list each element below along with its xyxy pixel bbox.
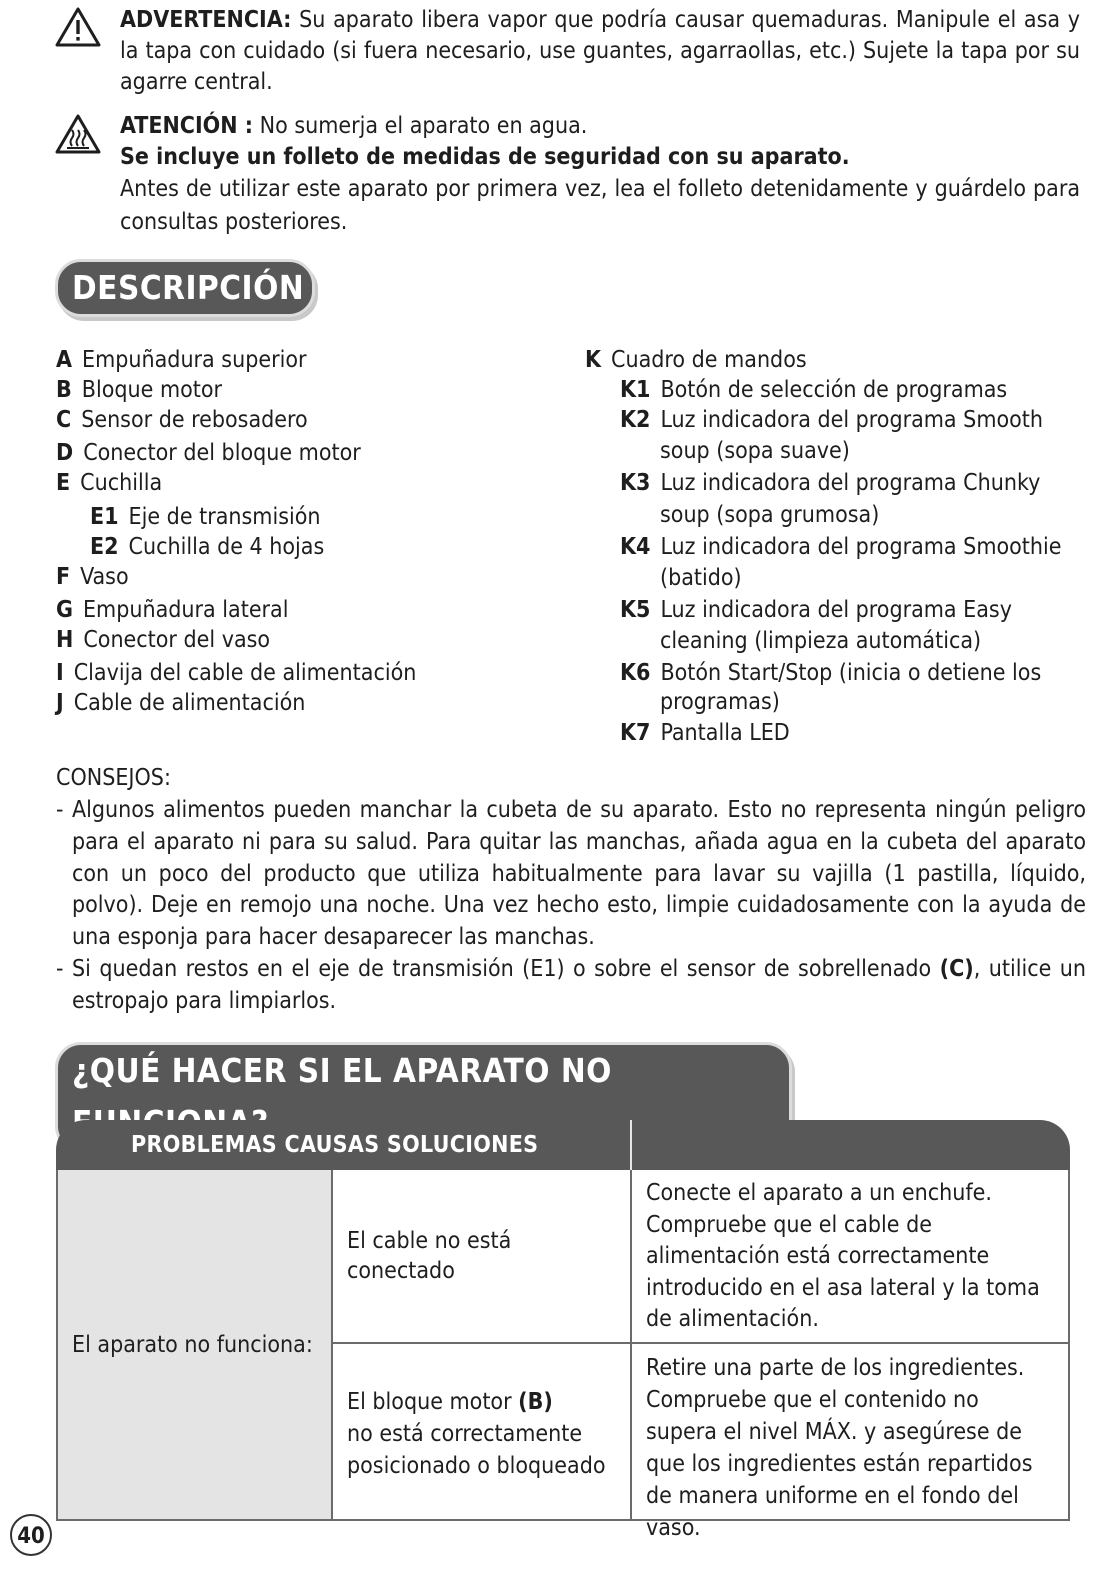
- list-item: K Cuadro de mandos: [585, 347, 807, 373]
- section-title-troubleshooting: ¿QUÉ HACER SI EL APARATO NO: [55, 1042, 792, 1152]
- solution-text: Retire una parte de los ingredientes. Compruebe que el contenido no supera el nivel MÁX. y asegúrese de que los ingredientes están repartidos de manera uniforme en el fondo del vaso.: [646, 1355, 1033, 1541]
- page-number: 40: [10, 1514, 52, 1556]
- solution-cell: [632, 1344, 1070, 1541]
- list-item: G Empuñadura lateral: [56, 597, 289, 623]
- warning-text: Su aparato libera vapor que podría causar quemaduras. Manipule el asa y la tapa con cuidado (si fuera necesario, use guantes, agarraollas, etc.) Sujete la tapa por su agarre central.: [120, 7, 1080, 95]
- list-item: K3 Luz indicadora del programa Chunky: [620, 470, 1041, 496]
- list-item-continuation: programas): [660, 689, 780, 715]
- list-item-continuation: (batido): [660, 565, 742, 591]
- safety-leaflet-notice: Se incluye un folleto de medidas de seguridad con su aparato.: [120, 144, 850, 170]
- cause-text: El cable no está conectado: [347, 1228, 512, 1284]
- cause-cell: [333, 1344, 632, 1521]
- table-header-text: PROBLEMAS CAUSAS SOLUCIONES: [131, 1132, 539, 1158]
- read-leaflet-text: Antes de utilizar este aparato por primera vez, lea el folleto detenidamente y guárdelo para consultas posteriores.: [120, 176, 1080, 235]
- list-item: E2 Cuchilla de 4 hojas: [90, 534, 325, 560]
- list-item-continuation: cleaning (limpieza automática): [660, 628, 982, 654]
- solution-cell: [632, 1170, 1070, 1344]
- list-item: H Conector del vaso: [56, 627, 271, 653]
- atencion-text: No sumerja el aparato en agua.: [259, 113, 588, 139]
- list-item: K2 Luz indicadora del programa Smooth: [620, 407, 1044, 433]
- table-header: [56, 1120, 1070, 1170]
- list-item: K6 Botón Start/Stop (inicia o detiene los: [620, 660, 1042, 686]
- warning-triangle-icon: [55, 6, 101, 48]
- solution-text: Conecte el aparato a un enchufe. Compruebe que el cable de alimentación está correctamente introducido en el asa lateral y la toma de alimentación.: [646, 1180, 1040, 1332]
- tip-item: - Si quedan restos en el eje de transmisión (E1) o sobre el sensor de sobrellenado (C), utilice un estropajo para limpiarlos.: [56, 955, 1086, 1014]
- hot-surface-warning-icon: [55, 113, 101, 155]
- problem-cell: [56, 1170, 333, 1521]
- warning-atencion: [120, 111, 1080, 239]
- section-title-descripcion: DESCRIPCIÓN: [55, 259, 315, 317]
- list-item: F Vaso: [56, 564, 129, 590]
- warning-label: ADVERTENCIA:: [120, 7, 292, 33]
- problem-text: El aparato no funciona:: [72, 1332, 313, 1358]
- sensor-ref: (C): [939, 955, 974, 982]
- list-item: K7 Pantalla LED: [620, 720, 790, 746]
- troubleshooting-table: [56, 1120, 1070, 1541]
- list-item: I Clavija del cable de alimentación: [56, 660, 417, 686]
- cause-text: El bloque motor (B) no está correctamente posicionado o bloqueado: [347, 1389, 606, 1479]
- tip-text: Algunos alimentos pueden manchar la cubeta de su aparato. Esto no representa ningún peligro para el aparato ni para su salud. Para quitar las manchas, añada agua en la cubeta del aparato con un poco del producto que utiliza habitualmente para lavar su vajilla (1 pastilla, líquido, polvo). Deje en remojo una noche. Una vez hecho esto, limpie cuidadosamente con la ayuda de una esponja para hacer desaparecer las manchas.: [72, 797, 1086, 951]
- tip-item: - Algunos alimentos pueden manchar la cubeta de su aparato. Esto no representa ningún peligro para el aparato ni para su salud. Para quitar las manchas, añada agua en la cubeta del aparato con un poco del producto que utiliza habitualmente para lavar su vajilla (1 pastilla, líquido, polvo). Deje en remojo una noche. Una vez hecho esto, limpie cuidadosamente con la ayuda de una esponja para hacer desaparecer las manchas.: [56, 797, 1086, 951]
- warning-advertencia: [120, 5, 1080, 98]
- list-item: B Bloque motor: [56, 377, 223, 403]
- list-item: C Sensor de rebosadero: [56, 407, 308, 433]
- tips-heading: CONSEJOS:: [56, 765, 171, 791]
- list-item: D Conector del bloque motor: [56, 440, 361, 466]
- list-item-continuation: soup (sopa suave): [660, 438, 850, 464]
- list-item-continuation: soup (sopa grumosa): [660, 502, 880, 528]
- list-item: K1 Botón de selección de programas: [620, 377, 1008, 403]
- cause-cell: [333, 1170, 632, 1344]
- list-item: E1 Eje de transmisión: [90, 504, 321, 530]
- tips-list: [56, 795, 1086, 1018]
- list-item: J Cable de alimentación: [56, 690, 306, 716]
- list-item: K4 Luz indicadora del programa Smoothie: [620, 534, 1062, 560]
- list-item: K5 Luz indicadora del programa Easy: [620, 597, 1012, 623]
- list-item: A Empuñadura superior: [56, 347, 307, 373]
- atencion-label: ATENCIÓN :: [120, 113, 254, 139]
- list-item: E Cuchilla: [56, 470, 163, 496]
